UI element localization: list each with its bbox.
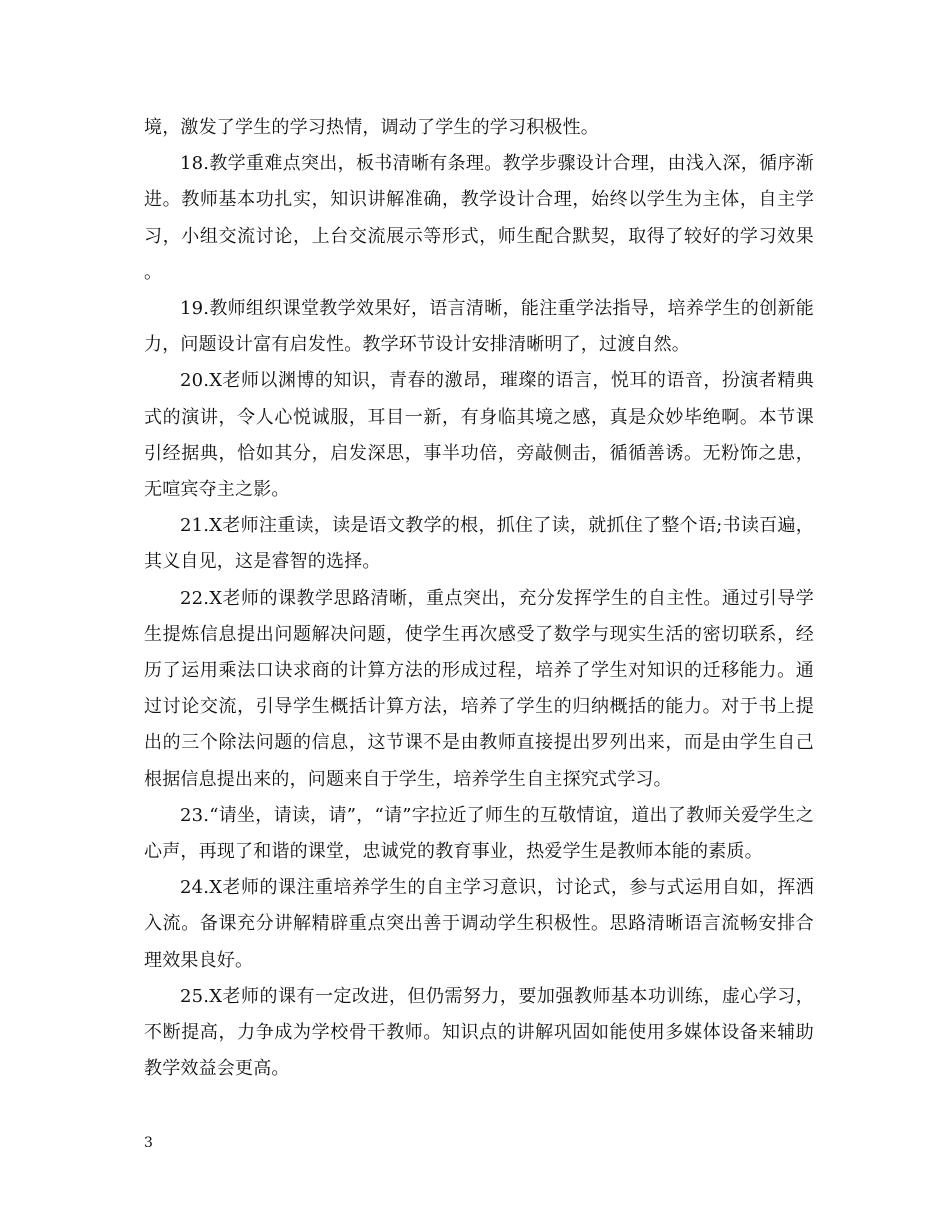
paragraph-item-23: 23.“请坐，请读，请”，“请”字拉近了师生的互敬情谊，道出了教师关爱学生之心声，再现了和谐的课堂，忠诚党的教育事业，热爱学生是教师本能的素质。 [144, 804, 814, 863]
page-number: 3 [144, 1135, 153, 1151]
paragraph-item-20: 20.X老师以渊博的知识，青春的激昂，璀璨的语言，悦耳的语音，扮演者精典式的演讲，令人心悦诚服，耳目一新，有身临其境之感，真是众妙毕绝啊。本节课引经据典，恰如其分，启发深思，事半功倍，旁敲侧击，循循善诱。无粉饰之患，无喧宾夺主之影。 [144, 370, 814, 501]
paragraph-continued: 境，激发了学生的学习热情，调动了学生的学习积极性。 [144, 117, 599, 138]
paragraph-item-18: 18.教学重难点突出，板书清晰有条理。教学步骤设计合理，由浅入深，循序渐进。教师基本功扎实，知识讲解准确，教学设计合理，始终以学生为主体，自主学习，小组交流讨论，上台交流展示等形式，师生配合默契，取得了较好的学习效果。 [144, 153, 814, 283]
paragraph-item-24: 24.X老师的课注重培养学生的自主学习意识，讨论式，参与式运用自如，挥洒入流。备课充分讲解精辟重点突出善于调动学生积极性。思路清晰语言流畅安排合理效果良好。 [144, 877, 814, 971]
paragraph-item-19: 19.教师组织课堂教学效果好，语言清晰，能注重学法指导，培养学生的创新能力，问题设计富有启发性。教学环节设计安排清晰明了，过渡自然。 [144, 298, 814, 356]
paragraph-item-21: 21.X老师注重读，读是语文教学的根，抓住了读，就抓住了整个语;书读百遍，其义自见，这是睿智的选择。 [144, 515, 814, 573]
paragraph-item-22: 22.X老师的课教学思路清晰，重点突出，充分发挥学生的自主性。通过引导学生提炼信息提出问题解决问题，使学生再次感受了数学与现实生活的密切联系，经历了运用乘法口诀求商的计算方法的形成过程，培养了学生对知识的迁移能力。通过讨论交流，引导学生概括计算方法，培养了学生的归纳概括的能力。对于书上提出的三个除法问题的信息，这节课不是由教师直接提出罗列出来，而是由学生自己根据信息提出来的，问题来自于学生，培养学生自主探究式学习。 [144, 587, 814, 790]
paragraph-item-25: 25.X老师的课有一定改进，但仍需努力，要加强教师基本功训练，虚心学习，不断提高，力争成为学校骨干教师。知识点的讲解巩固如能使用多媒体设备来辅助教学效益会更高。 [144, 985, 814, 1080]
document-body [144, 110, 814, 1087]
